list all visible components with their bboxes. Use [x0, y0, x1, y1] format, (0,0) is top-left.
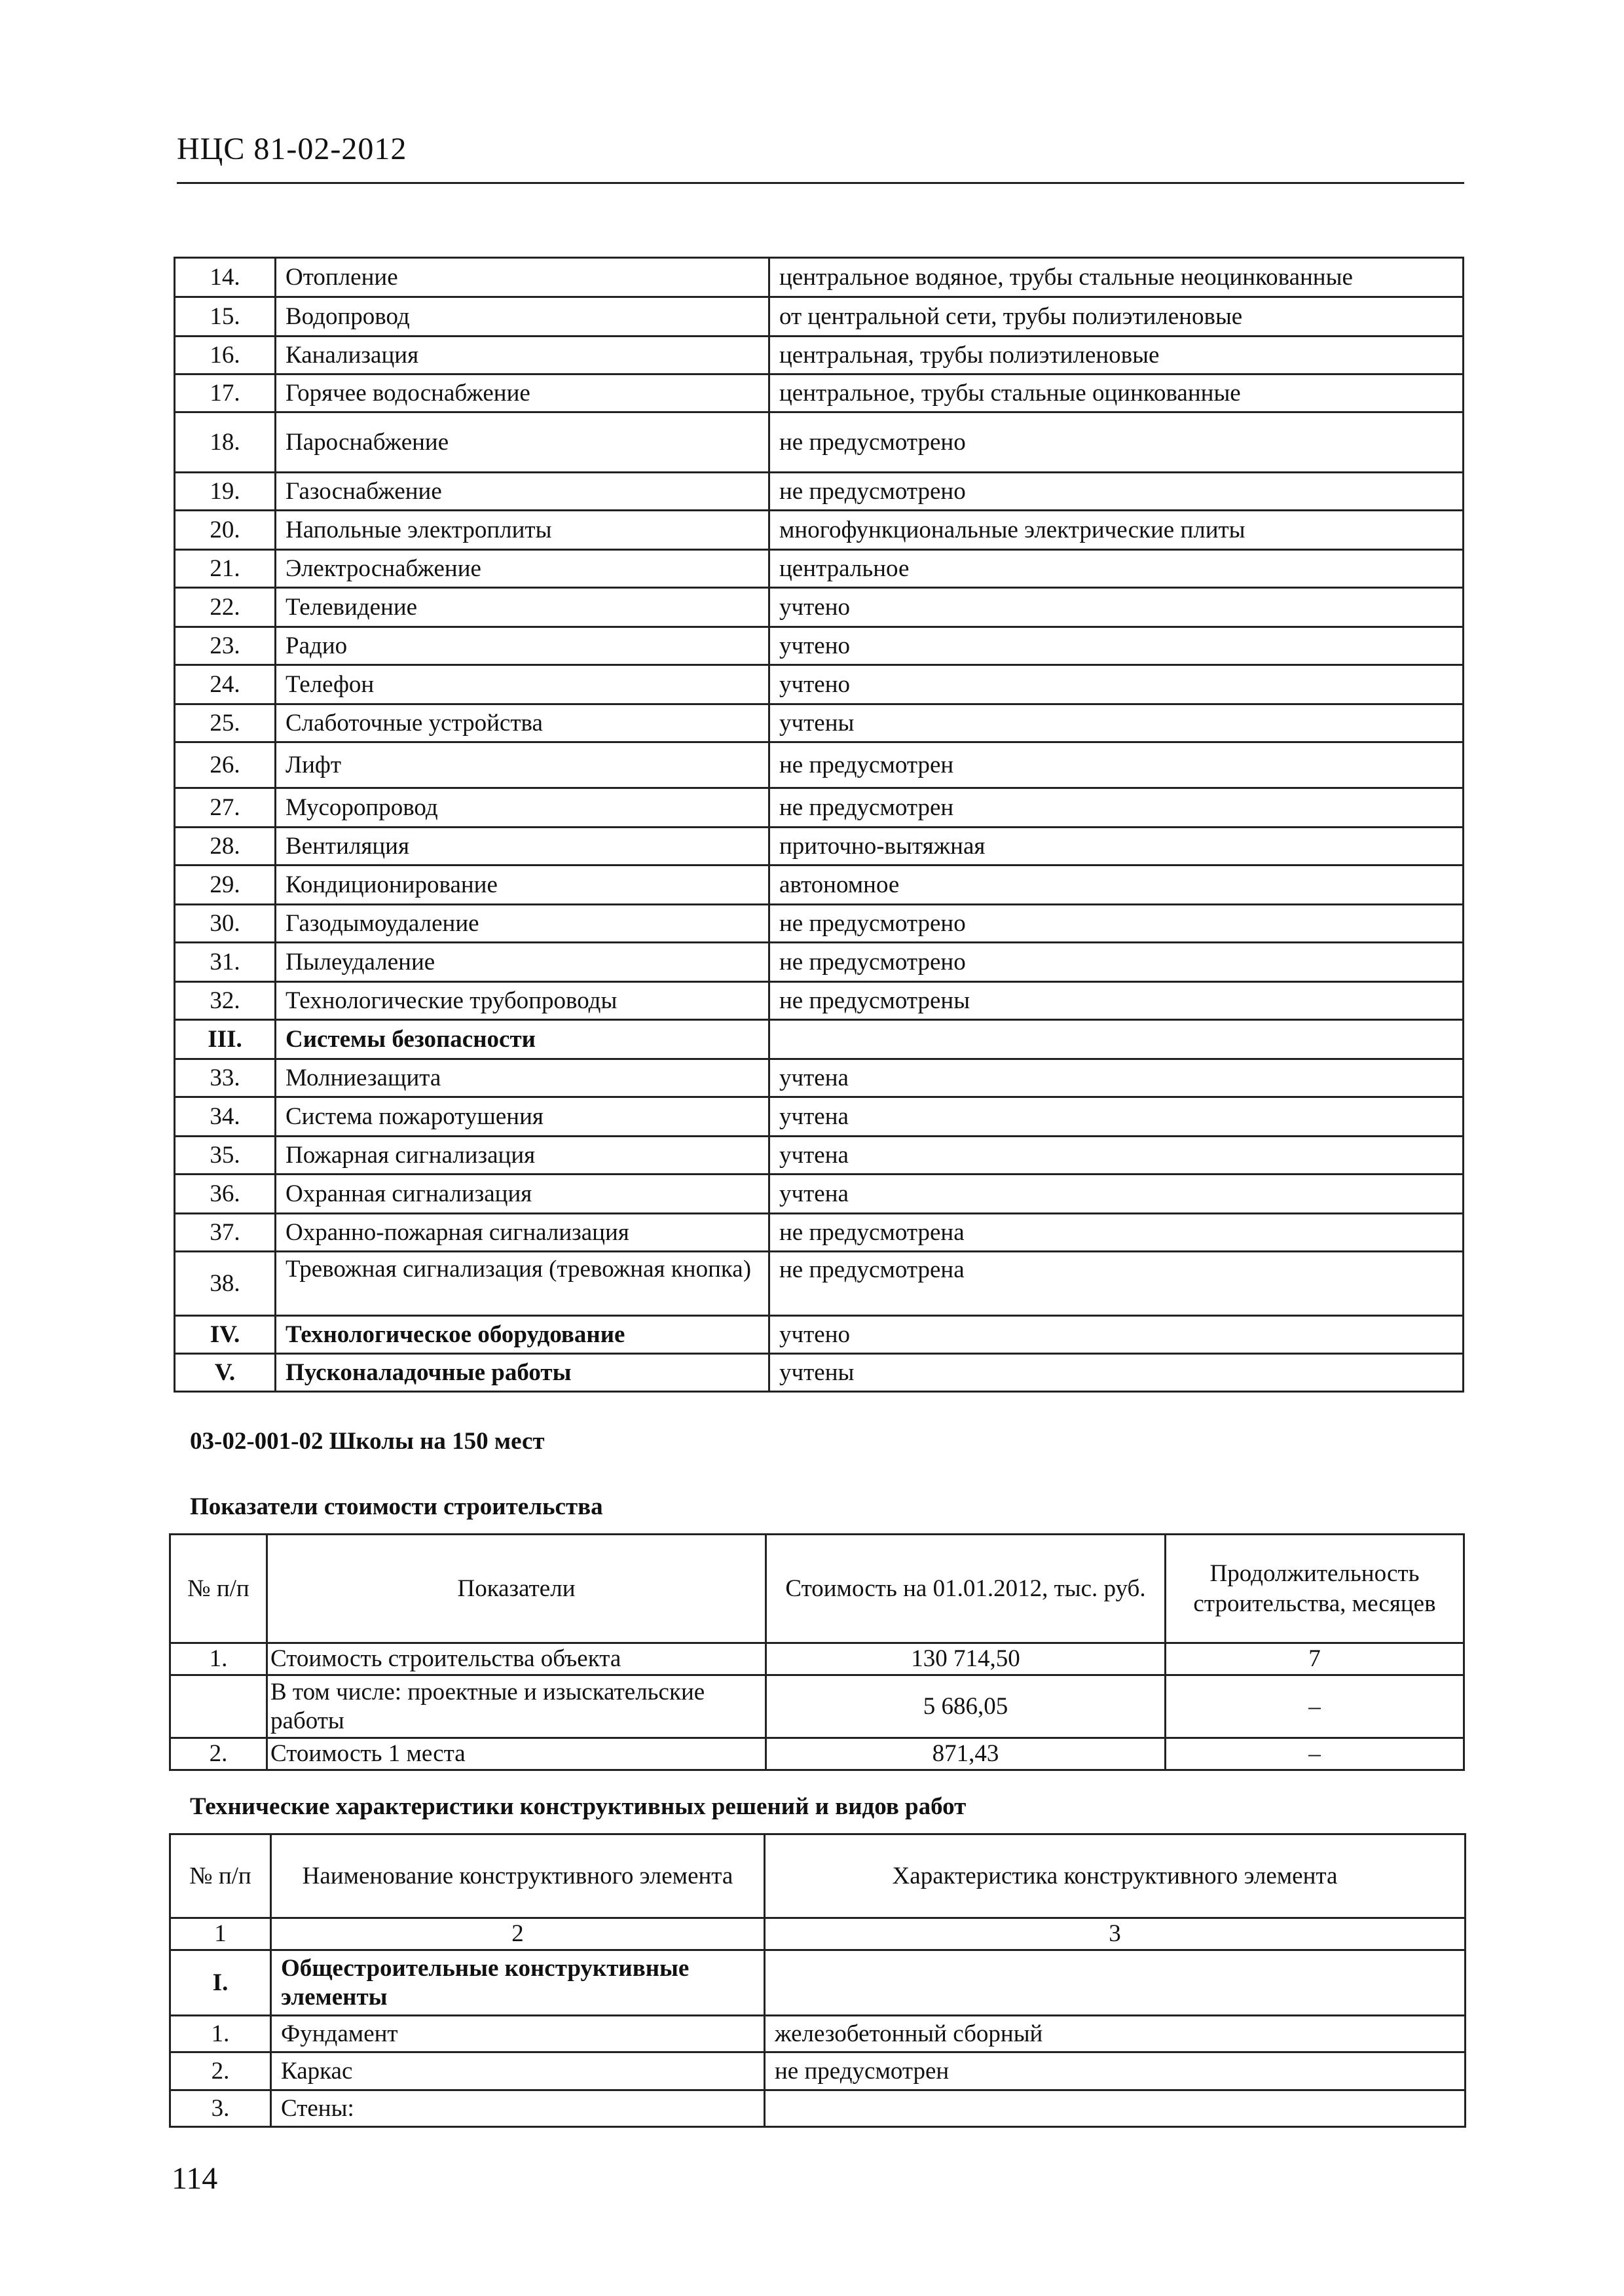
table-row [175, 905, 1464, 943]
row-value: не предусмотрен [769, 742, 1464, 788]
col-num-header: № п/п [170, 1535, 267, 1643]
table-row [170, 2052, 1466, 2090]
table-row [175, 1252, 1464, 1316]
table-row [175, 742, 1464, 788]
row-value [765, 1950, 1466, 2016]
row-number: 16. [175, 337, 276, 374]
row-number: 24. [175, 665, 276, 704]
row-value: учтена [769, 1175, 1464, 1214]
row-value [769, 1020, 1464, 1059]
row-name: Пароснабжение [276, 412, 769, 473]
row-cost: 130 714,50 [766, 1643, 1166, 1675]
row-value: центральное [769, 550, 1464, 588]
row-value: учтена [769, 1097, 1464, 1137]
table-row [175, 1214, 1464, 1252]
row-number: 3. [170, 2090, 271, 2127]
row-value: не предусмотрена [769, 1252, 1464, 1316]
row-value: учтено [769, 665, 1464, 704]
row-number: 28. [175, 828, 276, 866]
row-value: учтено [769, 588, 1464, 627]
page-number: 114 [172, 2161, 218, 2196]
table-row [175, 866, 1464, 905]
row-number: 18. [175, 412, 276, 473]
row-name [276, 1252, 769, 1316]
row-number: 26. [175, 742, 276, 788]
row-duration: – [1166, 1738, 1464, 1770]
col-duration-header: Продолжительность строительства, месяцев [1166, 1535, 1464, 1643]
table-row [175, 297, 1464, 337]
table-row [175, 1020, 1464, 1059]
row-cost: 5 686,05 [766, 1675, 1166, 1738]
table-row [175, 1316, 1464, 1354]
row-value: центральная, трубы полиэтиленовые [769, 337, 1464, 374]
section-number: I. [170, 1950, 271, 2016]
systems-table [174, 257, 1464, 1393]
row-name-text: В том числе: проектные и изыскательские работы [270, 1678, 705, 1734]
row-name: Пылеудаление [276, 943, 769, 982]
row-name: Мусоропровод [276, 788, 769, 828]
row-number: 33. [175, 1059, 276, 1097]
row-name: Телевидение [276, 588, 769, 627]
row-value: учтена [769, 1137, 1464, 1175]
row-name [267, 1675, 766, 1738]
row-name: Горячее водоснабжение [276, 374, 769, 412]
row-value: не предусмотрен [765, 2052, 1466, 2090]
table-row [170, 2016, 1466, 2052]
table-row [175, 550, 1464, 588]
table-row [175, 258, 1464, 297]
table-row [175, 337, 1464, 374]
col-index-2: 2 [271, 1918, 765, 1950]
row-number: 38. [175, 1252, 276, 1316]
section-title: 03-02-001-02 Школы на 150 мест [190, 1428, 545, 1455]
row-number: 1. [170, 2016, 271, 2052]
row-number: 34. [175, 1097, 276, 1137]
row-name: Молниезащита [276, 1059, 769, 1097]
table-row [175, 665, 1464, 704]
row-number: 15. [175, 297, 276, 337]
row-name: Электроснабжение [276, 550, 769, 588]
table-row [170, 1675, 1464, 1738]
row-name: Фундамент [271, 2016, 765, 2052]
col-name-header: Показатели [267, 1535, 766, 1643]
row-number: 32. [175, 982, 276, 1020]
row-number: 22. [175, 588, 276, 627]
row-name-text: Тревожная сигнализация (тревожная кнопка) [286, 1256, 752, 1283]
table-row [170, 1738, 1464, 1770]
row-value: железобетонный сборный [765, 2016, 1466, 2052]
table-row [170, 1643, 1464, 1675]
row-name: Стоимость 1 места [267, 1738, 766, 1770]
row-number: 25. [175, 704, 276, 742]
table-row [175, 374, 1464, 412]
row-value: центральное водяное, трубы стальные неоцинкованные [769, 258, 1464, 297]
row-value: не предусмотрены [769, 982, 1464, 1020]
row-number: 37. [175, 1214, 276, 1252]
row-number: 17. [175, 374, 276, 412]
row-number: 2. [170, 1738, 267, 1770]
row-number: 14. [175, 258, 276, 297]
row-name: Слаботочные устройства [276, 704, 769, 742]
row-value [765, 2090, 1466, 2127]
table-row [175, 627, 1464, 665]
col-name-header: Наименование конструктивного элемента [271, 1834, 765, 1918]
row-name: Вентиляция [276, 828, 769, 866]
row-name: Телефон [276, 665, 769, 704]
document-code: НЦС 81-02-2012 [177, 132, 407, 166]
cost-header-row [170, 1535, 1464, 1643]
header-divider [177, 182, 1464, 184]
tech-table-body [170, 1834, 1466, 2127]
row-value: многофункциональные электрические плиты [769, 511, 1464, 550]
row-name: Напольные электроплиты [276, 511, 769, 550]
row-value: учтено [769, 1316, 1464, 1354]
row-duration: – [1166, 1675, 1464, 1738]
row-cost: 871,43 [766, 1738, 1166, 1770]
row-name: Кондиционирование [276, 866, 769, 905]
cost-table [169, 1533, 1465, 1771]
row-name: Водопровод [276, 297, 769, 337]
table-row [175, 828, 1464, 866]
row-value: учтены [769, 704, 1464, 742]
section-title-text: Общестроительные конструктивные элементы [281, 1954, 690, 2011]
section-number: III. [175, 1020, 276, 1059]
row-number: 2. [170, 2052, 271, 2090]
row-number: 29. [175, 866, 276, 905]
tech-header-row [170, 1834, 1466, 1918]
section-title: Системы безопасности [276, 1020, 769, 1059]
row-name: Газоснабжение [276, 473, 769, 511]
row-value: не предусмотрено [769, 905, 1464, 943]
tech-heading: Технические характеристики конструктивных решений и видов работ [190, 1793, 967, 1820]
section-number: V. [175, 1354, 276, 1392]
row-duration: 7 [1166, 1643, 1464, 1675]
table-row [175, 1097, 1464, 1137]
col-index-3: 3 [765, 1918, 1466, 1950]
row-value: не предусмотрен [769, 788, 1464, 828]
row-name: Лифт [276, 742, 769, 788]
section-title: Технологическое оборудование [276, 1316, 769, 1354]
row-name: Каркас [271, 2052, 765, 2090]
row-value: центральное, трубы стальные оцинкованные [769, 374, 1464, 412]
table-row [175, 788, 1464, 828]
table-row [175, 1354, 1464, 1392]
table-row [175, 588, 1464, 627]
row-value: приточно-вытяжная [769, 828, 1464, 866]
row-name: Технологические трубопроводы [276, 982, 769, 1020]
table-row [170, 2090, 1466, 2127]
tech-table [169, 1833, 1466, 2128]
row-number: 31. [175, 943, 276, 982]
section-title: Пусконаладочные работы [276, 1354, 769, 1392]
row-number: 23. [175, 627, 276, 665]
row-name: Охранная сигнализация [276, 1175, 769, 1214]
row-number: 35. [175, 1137, 276, 1175]
row-value: не предусмотрено [769, 412, 1464, 473]
table-row [175, 1137, 1464, 1175]
row-name: Радио [276, 627, 769, 665]
col-index-1: 1 [170, 1918, 271, 1950]
row-name: Стены: [271, 2090, 765, 2127]
systems-table-body [175, 258, 1464, 1392]
section-number: IV. [175, 1316, 276, 1354]
col-cost-header: Стоимость на 01.01.2012, тыс. руб. [766, 1535, 1166, 1643]
row-number: 21. [175, 550, 276, 588]
row-number: 36. [175, 1175, 276, 1214]
row-name: Газодымоудаление [276, 905, 769, 943]
cost-heading: Показатели стоимости строительства [190, 1493, 603, 1520]
table-row [175, 982, 1464, 1020]
table-row [175, 943, 1464, 982]
table-row [175, 1059, 1464, 1097]
cost-table-body [170, 1535, 1464, 1770]
row-value: учтено [769, 627, 1464, 665]
column-index-row [170, 1918, 1466, 1950]
table-row [175, 1175, 1464, 1214]
row-number: 19. [175, 473, 276, 511]
table-row [175, 412, 1464, 473]
row-number: 1. [170, 1643, 267, 1675]
row-value: учтена [769, 1059, 1464, 1097]
row-name: Отопление [276, 258, 769, 297]
row-number: 27. [175, 788, 276, 828]
row-value: не предусмотрено [769, 943, 1464, 982]
row-name: Стоимость строительства объекта [267, 1643, 766, 1675]
row-number [170, 1675, 267, 1738]
row-value: не предусмотрено [769, 473, 1464, 511]
row-value: не предусмотрена [769, 1214, 1464, 1252]
row-number: 30. [175, 905, 276, 943]
col-value-header: Характеристика конструктивного элемента [765, 1834, 1466, 1918]
table-row [170, 1950, 1466, 2016]
row-name: Канализация [276, 337, 769, 374]
section-title [271, 1950, 765, 2016]
row-value: учтены [769, 1354, 1464, 1392]
table-row [175, 511, 1464, 550]
row-name: Система пожаротушения [276, 1097, 769, 1137]
row-name: Пожарная сигнализация [276, 1137, 769, 1175]
col-num-header: № п/п [170, 1834, 271, 1918]
row-value: от центральной сети, трубы полиэтиленовые [769, 297, 1464, 337]
table-row [175, 704, 1464, 742]
row-name: Охранно-пожарная сигнализация [276, 1214, 769, 1252]
row-value: автономное [769, 866, 1464, 905]
row-number: 20. [175, 511, 276, 550]
table-row [175, 473, 1464, 511]
